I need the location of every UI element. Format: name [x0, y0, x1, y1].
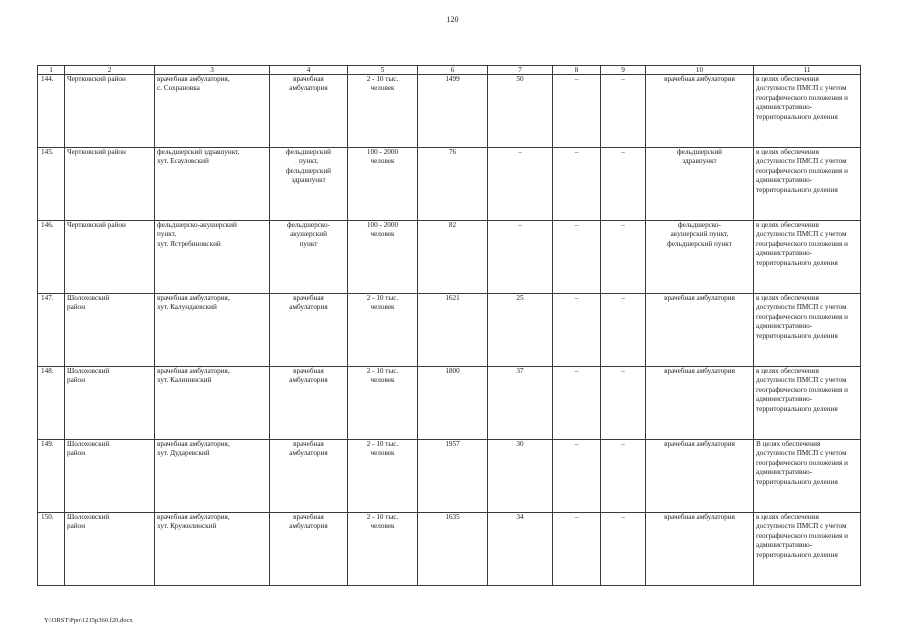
page-number: 120: [446, 15, 459, 24]
col9-cell: –: [601, 221, 646, 294]
district-cell: Шолоховский район: [65, 367, 155, 440]
table-row: [38, 221, 861, 294]
population-cell: 100 - 2000 человек: [348, 148, 418, 221]
col8-cell: –: [553, 440, 601, 513]
col8-cell: –: [553, 513, 601, 586]
col7-cell: 50: [488, 75, 553, 148]
col8-cell: –: [553, 221, 601, 294]
header-cell: 9: [601, 66, 646, 75]
col6-cell: 76: [418, 148, 488, 221]
col10-cell: фельдшерско- акушерский пункт, фельдшерский пункт: [646, 221, 754, 294]
col6-cell: 1800: [418, 367, 488, 440]
col6-cell: 1621: [418, 294, 488, 367]
facility-cell: врачебная амбулатория, хут. Кружилинский: [155, 513, 270, 586]
district-cell: Шолоховский район: [65, 440, 155, 513]
facility-type-cell: фельдшерско- акушерский пункт: [270, 221, 348, 294]
facility-type-cell: врачебная амбулатория: [270, 75, 348, 148]
row-number-cell: 149.: [38, 440, 65, 513]
table-row: [38, 440, 861, 513]
col9-cell: –: [601, 440, 646, 513]
facility-cell: врачебная амбулатория, хут. Калининский: [155, 367, 270, 440]
header-cell: 1: [38, 66, 65, 75]
col10-cell: врачебная амбулатория: [646, 294, 754, 367]
col9-cell: –: [601, 513, 646, 586]
population-cell: 100 - 2000 человек: [348, 221, 418, 294]
district-cell: Чертковский район: [65, 75, 155, 148]
header-cell: 6: [418, 66, 488, 75]
row-number-cell: 148.: [38, 367, 65, 440]
col11-cell: в целях обеспечения доступности ПМСП с учетом географического положения и административно-территориального деления: [754, 148, 861, 221]
col10-cell: врачебная амбулатория: [646, 440, 754, 513]
facility-type-cell: врачебная амбулатория: [270, 440, 348, 513]
row-number-cell: 147.: [38, 294, 65, 367]
population-cell: 2 - 10 тыс. человек: [348, 294, 418, 367]
row-number-cell: 146.: [38, 221, 65, 294]
header-cell: 7: [488, 66, 553, 75]
header-cell: 5: [348, 66, 418, 75]
header-cell: 10: [646, 66, 754, 75]
col9-cell: –: [601, 148, 646, 221]
facility-type-cell: врачебная амбулатория: [270, 294, 348, 367]
col8-cell: –: [553, 294, 601, 367]
col9-cell: –: [601, 367, 646, 440]
population-cell: 2 - 10 тыс. человек: [348, 367, 418, 440]
column-number-header: [38, 66, 861, 75]
facility-cell: врачебная амбулатория, хут. Калундаевский: [155, 294, 270, 367]
col11-cell: в целях обеспечения доступности ПМСП с учетом географического положения и административно-территориального деления: [754, 294, 861, 367]
population-cell: 2 - 10 тыс. человек: [348, 513, 418, 586]
col7-cell: 30: [488, 440, 553, 513]
col11-cell: В целях обеспечения доступности ПМСП с учетом географического положения и административно-территориального деления: [754, 440, 861, 513]
header-cell: 2: [65, 66, 155, 75]
district-cell: Чертковский район: [65, 148, 155, 221]
file-path-footer: Y:\ORST\Ppo\1215p360.f20.docx: [44, 617, 133, 624]
col7-cell: –: [488, 148, 553, 221]
col11-cell: в целях обеспечения доступности ПМСП с учетом географического положения и административно-территориального деления: [754, 75, 861, 148]
col6-cell: 1499: [418, 75, 488, 148]
facility-cell: фельдшерско-акушерский пункт, хут. Ястребиновский: [155, 221, 270, 294]
population-cell: 2 - 10 тыс. человек: [348, 440, 418, 513]
row-number-cell: 150.: [38, 513, 65, 586]
district-cell: Чертковский район: [65, 221, 155, 294]
col11-cell: в целях обеспечения доступности ПМСП с учетом географического положения и административно-территориального деления: [754, 221, 861, 294]
col7-cell: 34: [488, 513, 553, 586]
col9-cell: –: [601, 294, 646, 367]
table-row: [38, 75, 861, 148]
table-row: [38, 367, 861, 440]
facility-cell: врачебная амбулатория, с. Сохрановка: [155, 75, 270, 148]
district-cell: Шолоховский район: [65, 513, 155, 586]
col10-cell: врачебная амбулатория: [646, 367, 754, 440]
table-row: [38, 294, 861, 367]
col7-cell: 25: [488, 294, 553, 367]
population-cell: 2 - 10 тыс. человек: [348, 75, 418, 148]
row-number-cell: 145.: [38, 148, 65, 221]
col7-cell: 37: [488, 367, 553, 440]
col8-cell: –: [553, 75, 601, 148]
header-cell: 11: [754, 66, 861, 75]
col6-cell: 1635: [418, 513, 488, 586]
col6-cell: 82: [418, 221, 488, 294]
header-cell: 3: [155, 66, 270, 75]
col7-cell: –: [488, 221, 553, 294]
district-cell: Шолоховский район: [65, 294, 155, 367]
facility-type-cell: фельдшерский пункт, фельдшерский здравпункт: [270, 148, 348, 221]
col8-cell: –: [553, 367, 601, 440]
facility-cell: фельдшерский здравпункт, хут. Есауловский: [155, 148, 270, 221]
facility-type-cell: врачебная амбулатория: [270, 513, 348, 586]
table-row: [38, 513, 861, 586]
col9-cell: –: [601, 75, 646, 148]
row-number-cell: 144.: [38, 75, 65, 148]
table-row: [38, 148, 861, 221]
col10-cell: фельдшерский здравпункт: [646, 148, 754, 221]
col10-cell: врачебная амбулатория: [646, 75, 754, 148]
col8-cell: –: [553, 148, 601, 221]
col6-cell: 1957: [418, 440, 488, 513]
col11-cell: в целях обеспечения доступности ПМСП с учетом географического положения и административно-территориального деления: [754, 367, 861, 440]
facility-cell: врачебная амбулатория, хут. Дударевский: [155, 440, 270, 513]
facility-type-cell: врачебная амбулатория: [270, 367, 348, 440]
header-cell: 8: [553, 66, 601, 75]
col11-cell: в целях обеспечения доступности ПМСП с учетом географического положения и административно-территориального деления: [754, 513, 861, 586]
col10-cell: врачебная амбулатория: [646, 513, 754, 586]
header-cell: 4: [270, 66, 348, 75]
facilities-table: [37, 65, 861, 586]
